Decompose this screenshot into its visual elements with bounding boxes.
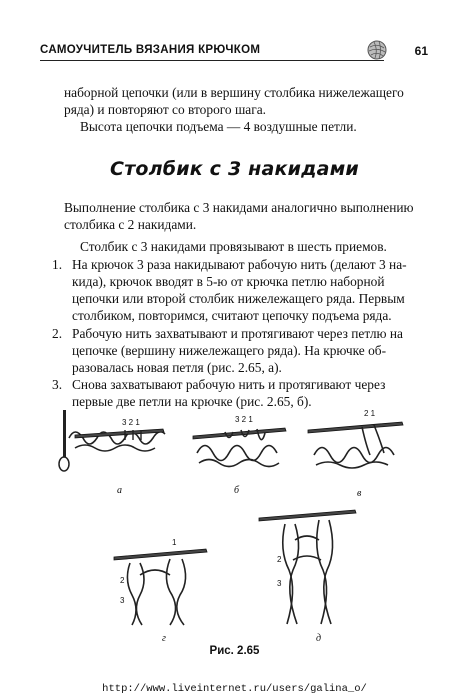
section-para2: Столбик с 3 накидами провязывают в шесть приемов. [80,239,387,254]
page-number: 61 [414,44,428,58]
figure-g-mark-2: 2 [120,576,125,585]
figure-label-b: б [234,485,240,496]
figure-caption: Рис. 2.65 [209,645,260,657]
figure-g-mark-1: 1 [172,538,177,547]
figure-a-marks: 3 2 1 [122,418,140,427]
figure-d-illustration [255,500,365,628]
section-para1-line2: столбика с 2 накидами. [64,217,197,232]
figure-d-mark-2: 2 [277,555,282,564]
figure-b-marks: 3 2 1 [235,415,253,424]
figure-a-illustration [55,408,170,473]
intro-line-3: Высота цепочки подъема — 4 воздушные петли. [80,119,357,134]
intro-line-2: ряда) и повторяют со второго шага. [64,102,267,117]
yarn-ball-icon [366,39,388,61]
figure-label-a: а [117,485,122,496]
figure-label-g: г [162,633,166,644]
section-heading: Столбик с 3 накидами [110,158,359,180]
figure-label-v: в [357,488,362,499]
figure-label-d: д [316,633,322,644]
header-rule [40,60,384,61]
figure-g-mark-3: 3 [120,596,125,605]
figure-v-marks: 2 1 [364,409,376,418]
figure-g-illustration [110,535,215,630]
page-header [40,40,428,62]
figure-v-illustration [300,405,410,480]
footer-url[interactable]: http://www.liveinternet.ru/users/galina_o/ [102,683,367,695]
figure-b-illustration [185,408,295,478]
book-title: САМОУЧИТЕЛЬ ВЯЗАНИЯ КРЮЧКОМ [40,44,261,56]
figure-d-mark-3: 3 [277,579,282,588]
intro-line-1: наборной цепочки (или в вершину столбика нижележащего [64,85,404,100]
section-para1-line1: Выполнение столбика с 3 накидами аналогично выполнению [64,200,414,215]
